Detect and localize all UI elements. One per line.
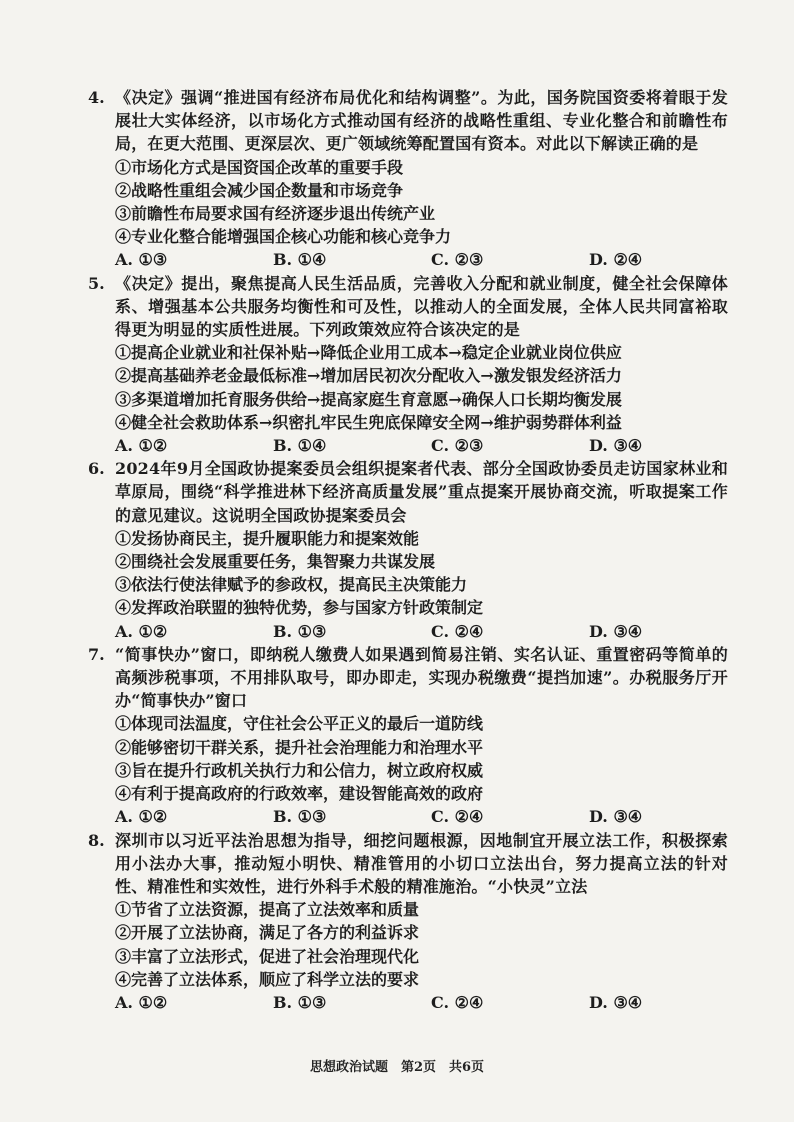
statement-item: ④健全社会救助体系→织密扎牢民生兜底保障安全网→维护弱势群体利益	[115, 412, 622, 432]
choice-c: C. ②④	[431, 807, 484, 827]
statement-item: ③依法行使法律赋予的参政权，提高民主决策能力	[115, 575, 468, 595]
statement-item: ②战略性重组会减少国企数量和市场竞争	[115, 180, 404, 200]
statement-item: ③前瞻性布局要求国有经济逐步退出传统产业	[115, 204, 436, 224]
statement-item: ①发扬协商民主，提升履职能力和提案效能	[115, 528, 420, 548]
question-number: 8.	[88, 830, 105, 850]
choice-d: D. ③④	[589, 807, 643, 827]
choice-d: D. ③④	[589, 436, 643, 456]
choice-row	[115, 620, 728, 643]
question-number: 7.	[88, 644, 105, 664]
choice-a: A. ①②	[115, 621, 168, 641]
question-stem: “简事快办”窗口，即纳税人缴费人如果遇到简易注销、实名认证、重置密码等简单的高频涉税事项，不用排队取号，即办即走，实现办税缴费“提挡加速”。办税服务厅开办“简事快办”窗口	[115, 644, 728, 711]
statement-list	[115, 527, 728, 620]
question-number: 6.	[88, 459, 105, 479]
statement-item: ①提高企业就业和社保补贴→降低企业用工成本→稳定企业就业岗位供应	[115, 343, 622, 363]
statement-list	[115, 712, 728, 805]
statement-item: ④完善了立法体系，顺应了科学立法的要求	[115, 969, 420, 989]
choice-b: B. ①③	[273, 621, 327, 641]
choice-b: B. ①③	[273, 992, 327, 1012]
choice-c: C. ②④	[431, 992, 484, 1012]
question-stem: 深圳市以习近平法治思想为指导，细挖问题根源，因地制宜开展立法工作，积极探索用小法办大事，推动短小明快、精准管用的小切口立法出台，努力提高立法的针对性、精准性和实效性，进行外科手术般的精准施治。“小快灵”立法	[115, 830, 728, 896]
statement-item: ②能够密切干群关系，提升社会治理能力和治理水平	[115, 737, 484, 757]
choice-d: D. ③④	[589, 621, 643, 641]
statement-item: ③丰富了立法形式，促进了社会治理现代化	[115, 946, 420, 966]
choice-b: B. ①④	[273, 436, 327, 456]
choice-d: D. ②④	[589, 250, 643, 270]
statement-item: ①节省了立法资源，提高了立法效率和质量	[115, 900, 420, 920]
statement-item: ②提高基础养老金最低标准→增加居民初次分配收入→激发银发经济活力	[115, 366, 622, 386]
statement-item: ③多渠道增加托育服务供给→提高家庭生育意愿→确保人口长期均衡发展	[115, 389, 622, 409]
choice-row	[115, 434, 728, 457]
statement-list	[115, 898, 728, 991]
choice-b: B. ①④	[273, 250, 327, 270]
question-6	[88, 457, 728, 643]
page-footer: 思想政治试题 第2页 共6页	[309, 1060, 485, 1075]
choice-c: C. ②③	[431, 250, 484, 270]
choice-row	[115, 805, 728, 828]
statement-item: ④有利于提高政府的行政效率，建设智能高效的政府	[115, 784, 484, 804]
choice-a: A. ①②	[115, 436, 168, 456]
question-4	[88, 86, 728, 272]
question-stem: 2024年9月全国政协提案委员会组织提案者代表、部分全国政协委员走访国家林业和草原局，围绕“科学推进林下经济高质量发展”重点提案开展协商交流，听取提案工作的意见建议。这说明全国政协提案委员会	[115, 459, 728, 525]
question-8	[88, 829, 728, 1015]
statement-item: ①市场化方式是国资国企改革的重要手段	[115, 157, 404, 177]
statement-item: ④发挥政治联盟的独特优势，参与国家方针政策制定	[115, 598, 484, 618]
question-7	[88, 643, 728, 829]
choice-d: D. ③④	[589, 992, 643, 1012]
statement-list	[115, 341, 728, 434]
exam-page	[88, 86, 728, 1014]
choice-c: C. ②③	[431, 436, 484, 456]
question-stem: 《决定》强调“推进国有经济布局优化和结构调整”。为此，国务院国资委将着眼于发展壮大实体经济，以市场化方式推动国有经济的战略性重组、专业化整合和前瞻性布局，在更大范围、更深层次、更广领域统筹配置国有资本。对此以下解读正确的是	[115, 88, 728, 154]
statement-list	[115, 156, 728, 249]
choice-a: A. ①②	[115, 992, 168, 1012]
statement-item: ③旨在提升行政机关执行力和公信力，树立政府权威	[115, 760, 484, 780]
question-stem: 《决定》提出，聚焦提高人民生活品质，完善收入分配和就业制度，健全社会保障体系、增强基本公共服务均衡性和可及性，以推动人的全面发展，全体人民共同富裕取得更为明显的实质性进展。下列政策效应符合该决定的是	[115, 273, 728, 340]
statement-item: ②围绕社会发展重要任务，集智聚力共谋发展	[115, 552, 436, 572]
statement-item: ④专业化整合能增强国企核心功能和核心竞争力	[115, 227, 452, 247]
statement-item: ②开展了立法协商，满足了各方的利益诉求	[115, 923, 420, 943]
choice-a: A. ①③	[115, 250, 168, 270]
question-number: 5.	[88, 273, 105, 293]
question-5	[88, 272, 728, 458]
choice-row	[115, 248, 728, 271]
choice-row	[115, 991, 728, 1014]
choice-b: B. ①③	[273, 807, 327, 827]
question-number: 4.	[88, 88, 105, 107]
choice-a: A. ①②	[115, 807, 168, 827]
choice-c: C. ②④	[431, 621, 484, 641]
statement-item: ①体现司法温度，守住社会公平正义的最后一道防线	[115, 714, 484, 734]
